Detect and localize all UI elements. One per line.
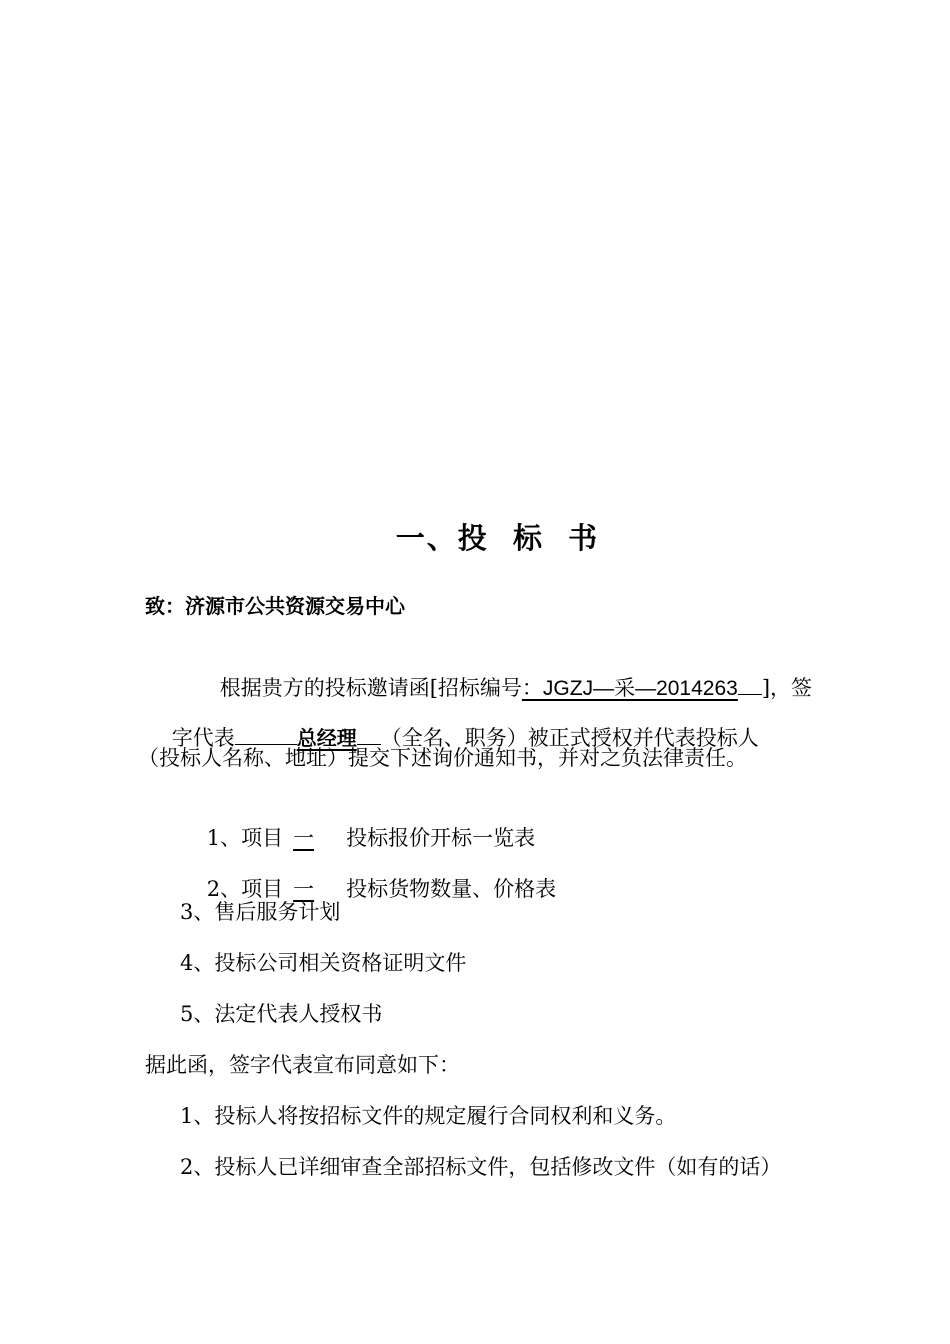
page-title: 一、投 标 书: [395, 521, 600, 555]
list-item-3: 3、售后服务计划: [180, 900, 341, 924]
list-item-prefix: 2、项目: [206, 877, 284, 901]
list-item-suffix: 投标货物数量、价格表: [346, 877, 557, 901]
bid-number: ：JGZJ—采—2014263: [521, 677, 738, 700]
para1-line3: （投标人名称、地址）提交下述询价通知书，并对之负法律责任。: [138, 746, 747, 770]
signatory: 总经理: [296, 726, 357, 750]
recipient-line: 致：济源市公共资源交易中心: [145, 594, 405, 618]
list-item-project: 一: [293, 826, 315, 850]
para1-line1-suffix: ]，签: [761, 676, 813, 700]
declaration-intro: 据此函，签字代表宣布同意如下：: [145, 1053, 460, 1077]
list-item-prefix: 1、项目: [206, 826, 284, 850]
signatory-blank-right: [357, 722, 381, 745]
para1-line2-prefix: 字代表: [171, 726, 235, 750]
list-item-4: 4、投标公司相关资格证明文件: [180, 951, 467, 975]
signatory-blank-left: [235, 722, 297, 745]
list-item-5: 5、法定代表人授权书: [180, 1002, 383, 1026]
list-item-suffix: 投标报价开标一览表: [346, 826, 536, 850]
para1-line1-prefix: 根据贵方的投标邀请函[招标编号: [219, 676, 522, 700]
declaration-2: 2、投标人已详细审查全部招标文件，包括修改文件（如有的话）: [180, 1155, 782, 1179]
para1-line2-suffix: （全名、职务）被正式授权并代表投标人: [380, 726, 759, 750]
declaration-1: 1、投标人将按招标文件的规定履行合同权利和义务。: [180, 1104, 677, 1128]
bid-number-blank: [738, 672, 762, 695]
list-item-project: 一: [293, 877, 315, 901]
